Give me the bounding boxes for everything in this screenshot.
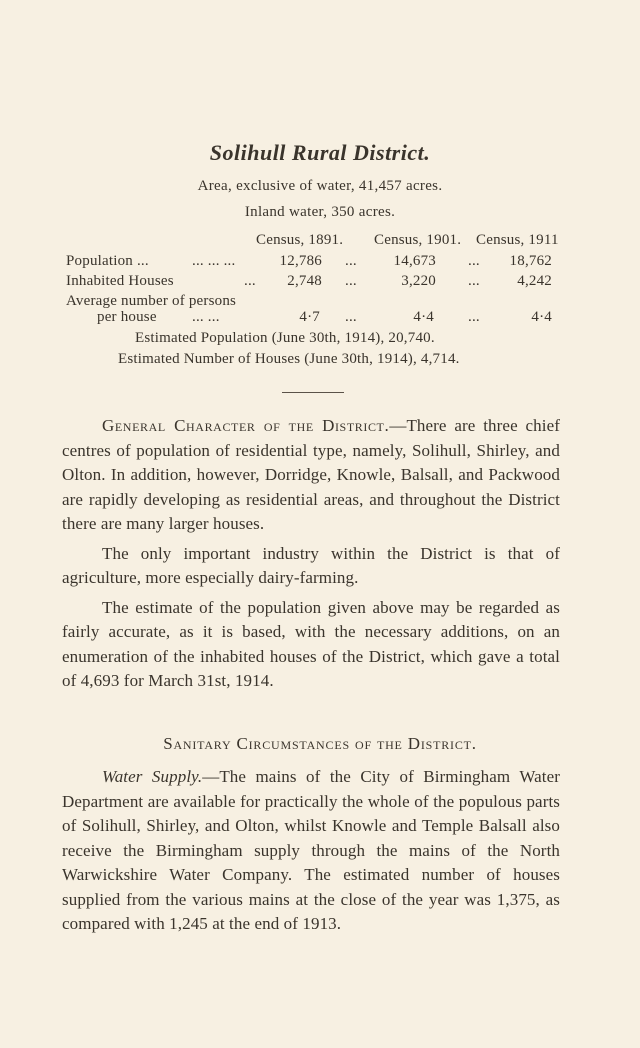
general-text: —There are three chief centres of population of residential type, namely, Solihull, Shirley, and Olton. In addition, however, Dorridge, Knowle, Balsall, and Packwood are rapidly developing as residential areas, and throughout the District there are many larger houses. [62, 416, 560, 533]
section-divider [282, 392, 344, 393]
estimated-houses-line: Estimated Number of Houses (June 30th, 1914), 4,714. [118, 351, 460, 367]
persons-1911: 4·4 [531, 309, 552, 325]
row-dots: ... [345, 273, 357, 289]
row-dots: ... [345, 253, 357, 269]
houses-1891: 2,748 [287, 273, 322, 289]
row-label-per-house: per house [97, 309, 157, 325]
census-header-1901: Census, 1901. [374, 232, 462, 248]
population-1911: 18,762 [509, 253, 552, 269]
row-dots: ... [468, 309, 480, 325]
persons-1901: 4·4 [413, 309, 434, 325]
water-supply-text: —The mains of the City of Birmingham Water Department are available for practically the whole of the populous parts of Solihull, Shirley, and Olton, whilst Knowle and Temple Balsall also receive the Birmingham supply through the mains of the North Warwickshire Water Company. The estimated number of houses supplied from the various mains at the close of the year was 1,375, as compared with 1,245 at the end of 1913. [62, 767, 561, 933]
row-dots: ... [244, 273, 256, 289]
paragraph-general-character [62, 414, 560, 537]
area-line: Area, exclusive of water, 41,457 acres. [197, 178, 443, 194]
row-label-population: Population ... [66, 253, 149, 269]
houses-1911: 4,242 [517, 273, 552, 289]
sanitary-heading: Sanitary Circumstances of the District. [163, 734, 477, 753]
persons-1891: 4·7 [299, 309, 320, 325]
page-title: Solihull Rural District. [209, 140, 431, 165]
row-label-inhabited-houses: Inhabited Houses [66, 273, 174, 289]
row-dots: ... [345, 309, 357, 325]
row-dots: ... ... [192, 309, 220, 325]
row-dots: ... ... ... [192, 253, 236, 269]
population-1891: 12,786 [279, 253, 322, 269]
population-1901: 14,673 [393, 253, 436, 269]
general-heading: General Character of the District. [102, 416, 390, 435]
row-label-average-persons: Average number of persons [66, 293, 237, 309]
row-dots: ... [468, 253, 480, 269]
paragraph-water-supply [62, 765, 560, 937]
census-header-1891: Census, 1891. [256, 232, 344, 248]
paragraph-industry: The only important industry within the District is that of agriculture, more especially dairy-farming. [62, 543, 560, 587]
row-dots: ... [468, 273, 480, 289]
houses-1901: 3,220 [401, 273, 436, 289]
body-section-general [62, 414, 560, 694]
inland-water-line: Inland water, 350 acres. [244, 204, 396, 220]
paragraph-estimate: The estimate of the population given above may be regarded as fairly accurate, as it is based, with the necessary additions, on an enumeration of the inhabited houses of the District, which gave a total of 4,693 for March 31st, 1914. [62, 597, 560, 690]
estimated-population-line: Estimated Population (June 30th, 1914), 20,740. [135, 330, 435, 346]
body-section-water [62, 765, 560, 937]
census-header-1911: Census, 1911 [476, 232, 559, 248]
water-supply-label: Water Supply. [102, 767, 203, 786]
